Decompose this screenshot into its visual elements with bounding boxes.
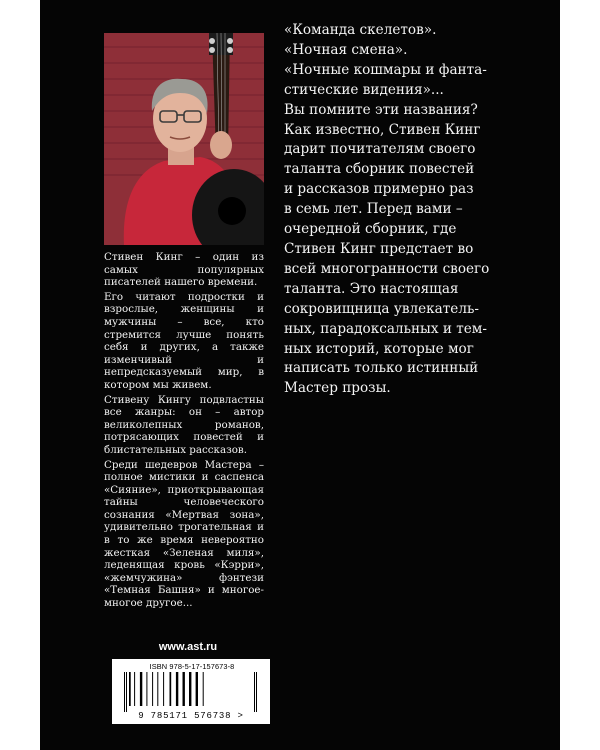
right-line: ных историй, которые мог: [284, 340, 474, 357]
left-paragraph: Стивену Кингу подвластны все жанры: он – автор великолепных романов, потрясающих повестей и блистательных рассказов.: [104, 393, 264, 456]
right-line: в семь лет. Перед вами –: [284, 201, 463, 218]
barcode-bar: [183, 672, 185, 706]
left-paragraph: Среди шедевров Мастера – полное мистики и саспенса «Сияние», приоткрывающая тайны человеческого сознания «Мертвая зона», удивительно трогательная и в то же время невероятно жесткая «Зеленая миля», леденящая кровь «Кэрри», «жемчужина» фэнтези «Темная Башня» и многое-многое другое...: [104, 458, 264, 610]
barcode-digits: 9 785171 576738 >: [138, 711, 244, 721]
right-line: стические видения»...: [284, 81, 444, 98]
isbn-label: ISBN 978-5-17-157673-8: [149, 662, 235, 671]
right-line: Как известно, Стивен Кинг: [284, 121, 481, 138]
barcode-bar: [126, 672, 127, 712]
left-column: [104, 251, 264, 612]
right-line: очередной сборник, где: [284, 221, 457, 238]
right-line: и рассказов примерно раз: [284, 181, 474, 198]
publisher-website[interactable]: www.ast.ru: [158, 641, 218, 653]
barcode-bar: [134, 672, 135, 706]
barcode-bar: [152, 672, 153, 706]
right-line: «Команда скелетов».: [284, 22, 437, 38]
right-line: сокровищница увлекатель-: [284, 300, 479, 317]
barcode-bar: [140, 672, 142, 706]
right-line: Мастер прозы.: [284, 380, 391, 397]
barcode-bar: [129, 672, 131, 706]
right-line: дарит почитателям своего: [284, 141, 476, 158]
barcode-bar: [189, 672, 191, 706]
left-paragraph: Его читают подростки и взрослые, женщины и мужчины – все, кто стремится лучше понять себя и других, а также изменчивый и непредсказуемый мир, в котором мы живем.: [104, 290, 264, 391]
barcode-bar: [163, 672, 164, 706]
right-line: «Ночные кошмары и фанта-: [284, 61, 487, 78]
barcode-bar: [256, 672, 257, 712]
right-line: таланта. Это настоящая: [284, 280, 459, 297]
right-line: таланта сборник повестей: [284, 161, 475, 178]
right-line: «Ночная смена».: [284, 41, 408, 58]
author-photo: [104, 33, 264, 245]
barcode-bar: [146, 672, 147, 706]
right-line: всей многогранности своего: [284, 260, 490, 277]
right-line: Стивен Кинг предстает во: [284, 240, 474, 257]
right-line: написать только истинный: [284, 360, 479, 377]
right-line: ных, парадоксальных и тем-: [284, 320, 487, 337]
barcode-bar: [203, 672, 204, 706]
barcode-bar: [157, 672, 158, 706]
barcode-bar: [196, 672, 198, 706]
barcode-bars: [124, 672, 258, 712]
author-photo-illustration: [104, 33, 264, 245]
left-paragraph: Стивен Кинг – один из самых популярных писателей нашего времени.: [104, 251, 264, 289]
barcode-bar: [176, 672, 178, 706]
barcode-bar: [170, 672, 172, 706]
barcode-bar: [254, 672, 255, 712]
right-line: Вы помните эти названия?: [284, 101, 478, 118]
right-column: [284, 21, 506, 399]
barcode: [112, 659, 270, 724]
barcode-bar: [124, 672, 125, 712]
